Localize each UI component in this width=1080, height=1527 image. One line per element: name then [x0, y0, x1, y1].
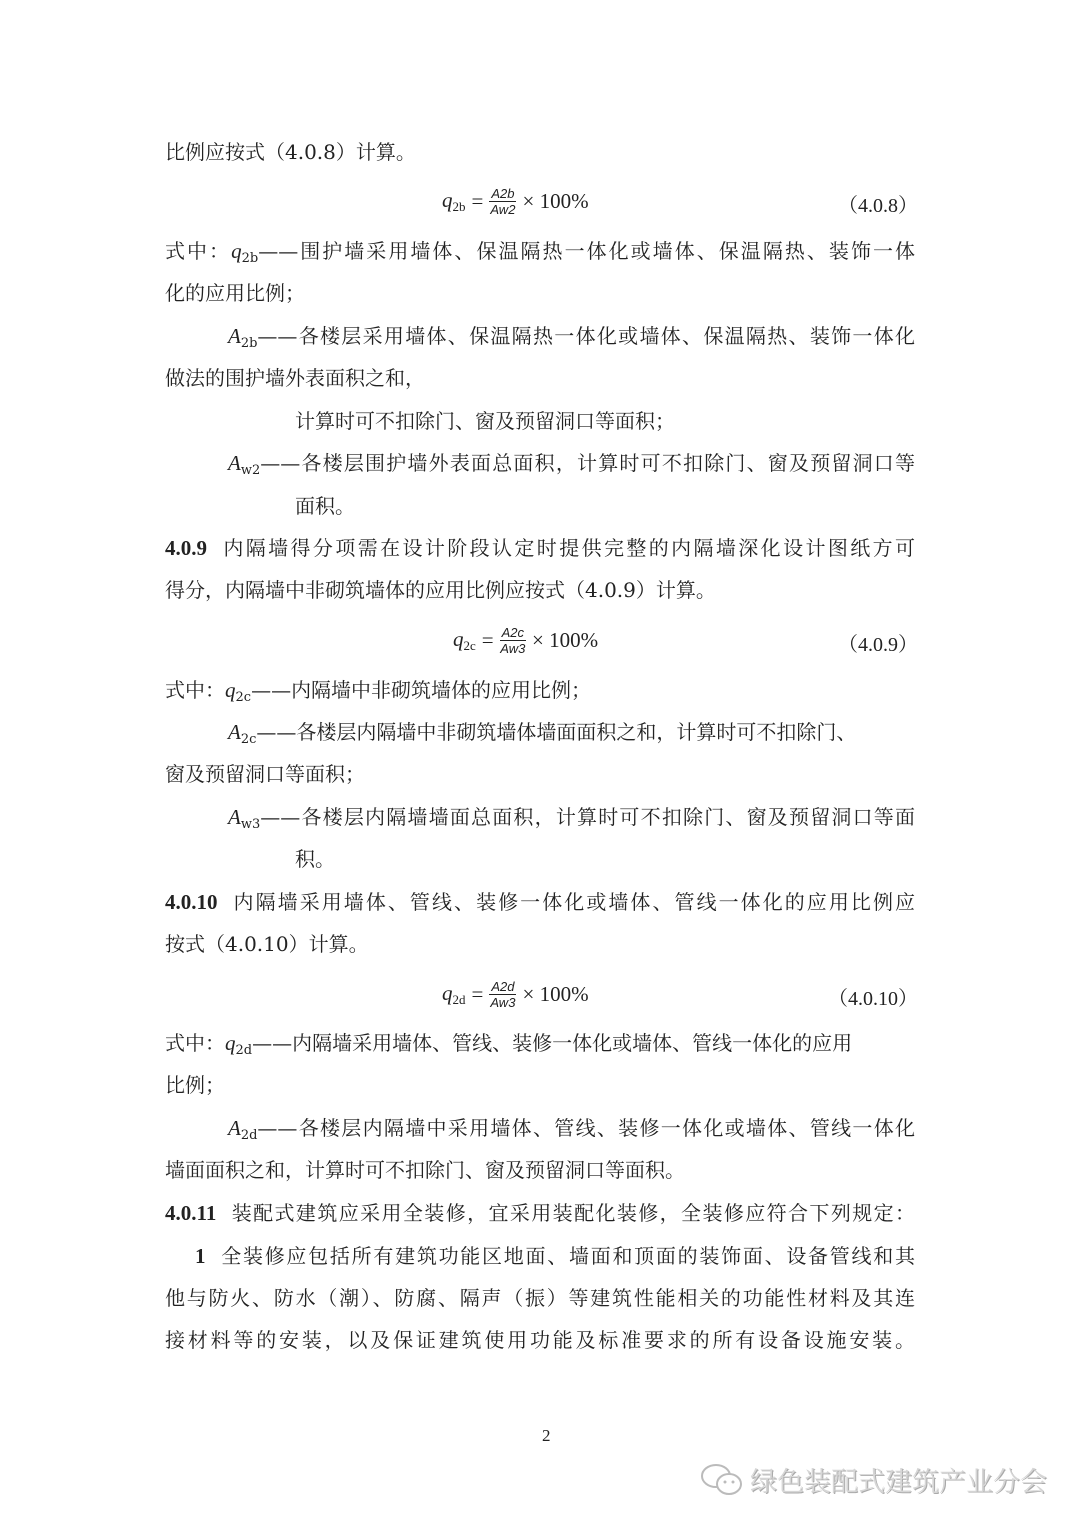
- text-line: [165, 761, 365, 787]
- numerator: A2b: [491, 186, 515, 201]
- formula-number: （4.0.10）: [828, 988, 918, 1010]
- text-line: [228, 804, 915, 838]
- text-line: [228, 719, 856, 753]
- definition-text: ——各楼层采用墙体、保温隔热一体化或墙体、保温隔热、装饰一体化: [257, 324, 915, 348]
- denominator: Aw3: [490, 995, 516, 1010]
- text-line: [165, 889, 915, 915]
- formula-symbol: q: [442, 981, 453, 1005]
- watermark-text: 绿色装配式建筑产业分会: [750, 1467, 1047, 1498]
- formula-variable: [453, 627, 476, 654]
- symbol-subscript: w3: [240, 817, 261, 832]
- symbol-subscript: 2c: [235, 690, 252, 705]
- line-text: 面积。: [295, 494, 355, 518]
- line-text: 式中：: [165, 239, 232, 263]
- definition-text: ——各楼层内隔墙中非砌筑墙体墙面面积之和，计算时可不扣除门、: [256, 720, 857, 744]
- line-text: 做法的围护墙外表面积之和，: [165, 366, 425, 390]
- text-line: [165, 1327, 915, 1353]
- page-number: 2: [542, 1426, 551, 1445]
- line-text: 接材料等的安装，以及保证建筑使用功能及标准要求的所有设备设施安装。: [165, 1328, 915, 1352]
- numerator: A2c: [501, 625, 525, 640]
- text-line: [165, 1285, 915, 1311]
- symbol-subscript: 2b: [240, 336, 258, 351]
- text-line: [295, 408, 675, 434]
- text-line: [165, 1157, 685, 1183]
- symbol-subscript: 2c: [240, 732, 257, 747]
- line-text: 他与防火、防水（潮）、防腐、隔声（振）等建筑性能相关的功能性材料及其连: [165, 1286, 915, 1310]
- times-percent: × 100%: [522, 189, 589, 213]
- formula-number: （4.0.8）: [838, 195, 918, 217]
- line-text: 全装修应包括所有建筑功能区地面、墙面和顶面的装饰面、设备管线和其: [219, 1244, 915, 1268]
- line-text: 内隔墙得分项需在设计阶段认定时提供完整的内隔墙深化设计图纸方可: [221, 536, 915, 560]
- text-line: [165, 280, 305, 306]
- line-text: 比例应按式（4.0.8）计算。: [165, 140, 416, 164]
- text-line: [228, 450, 915, 484]
- formula-subscript: 2b: [452, 199, 466, 214]
- fraction: [489, 979, 516, 1010]
- line-text: 得分，内隔墙中非砌筑墙体的应用比例应按式（4.0.9）计算。: [165, 578, 716, 602]
- fraction: [500, 625, 526, 656]
- symbol: q: [231, 239, 242, 263]
- definition-text: ——围护墙采用墙体、保温隔热一体化或墙体、保温隔热、装饰一体: [258, 239, 916, 263]
- line-text: 窗及预留洞口等面积；: [165, 762, 365, 786]
- symbol: A: [228, 324, 241, 348]
- symbol-subscript: w2: [240, 463, 261, 478]
- text-line: [165, 577, 716, 603]
- line-text: 化的应用比例；: [165, 281, 305, 305]
- formula-variable: [442, 981, 466, 1008]
- line-text: 积。: [295, 847, 335, 871]
- denominator: Aw3: [500, 641, 526, 656]
- formula: [442, 979, 589, 1010]
- equals-sign: =: [471, 189, 484, 213]
- formula: [453, 625, 598, 656]
- line-text: 计算时可不扣除门、窗及预留洞口等面积；: [295, 409, 675, 433]
- clause-number: 4.0.10: [165, 890, 218, 914]
- definition-text: ——各楼层内隔墙墙面总面积，计算时可不扣除门、窗及预留洞口等面: [260, 805, 915, 829]
- text-line: [165, 677, 591, 711]
- definition-text: ——各楼层内隔墙中采用墙体、管线、装修一体化或墙体、管线一体化: [257, 1116, 915, 1140]
- symbol: A: [228, 451, 241, 475]
- formula-symbol: q: [453, 627, 464, 651]
- text-line: [165, 1030, 852, 1064]
- symbol-subscript: 2d: [235, 1043, 253, 1058]
- line-text: 式中：: [165, 1031, 225, 1055]
- watermark: [700, 1460, 1047, 1499]
- text-line: [228, 323, 915, 357]
- definition-text: ——各楼层围护墙外表面总面积，计算时可不扣除门、窗及预留洞口等: [260, 451, 915, 475]
- numerator: A2d: [491, 979, 515, 994]
- wechat-icon: [700, 1463, 744, 1497]
- definition-text: ——内隔墙中非砌筑墙体的应用比例；: [251, 678, 592, 702]
- text-line: [228, 1115, 915, 1149]
- text-line: [165, 1072, 225, 1098]
- equals-sign: =: [471, 982, 484, 1006]
- clause-number: 1: [195, 1244, 206, 1268]
- denominator: Aw2: [490, 202, 516, 217]
- symbol: A: [228, 805, 241, 829]
- symbol: q: [225, 1031, 236, 1055]
- line-text: 式中：: [165, 678, 225, 702]
- formula-symbol: q: [442, 188, 453, 212]
- line-text: 按式（4.0.10）计算。: [165, 932, 369, 956]
- formula-number: （4.0.9）: [838, 634, 918, 656]
- clause-number: 4.0.9: [165, 536, 207, 560]
- clause-number: 4.0.11: [165, 1201, 217, 1225]
- equals-sign: =: [481, 628, 494, 652]
- line-text: 比例；: [165, 1073, 225, 1097]
- times-percent: × 100%: [532, 628, 599, 652]
- symbol-subscript: 2d: [240, 1128, 258, 1143]
- text-line: [165, 535, 915, 561]
- line-text: 墙面面积之和，计算时可不扣除门、窗及预留洞口等面积。: [165, 1158, 685, 1182]
- formula-subscript: 2d: [452, 992, 466, 1007]
- text-line: [295, 493, 355, 519]
- times-percent: × 100%: [522, 982, 589, 1006]
- formula-variable: [442, 188, 466, 215]
- formula: [442, 186, 589, 217]
- text-line: [295, 846, 335, 872]
- text-line: [165, 238, 915, 272]
- symbol: A: [228, 1116, 241, 1140]
- line-text: 装配式建筑应采用全装修，宜采用装配化装修，全装修应符合下列规定：: [230, 1201, 915, 1225]
- symbol-subscript: 2b: [241, 251, 259, 266]
- symbol: A: [228, 720, 241, 744]
- symbol: q: [225, 678, 236, 702]
- text-line: [165, 139, 416, 165]
- text-line: [195, 1243, 915, 1269]
- text-line: [165, 931, 369, 957]
- formula-subscript: 2c: [463, 638, 476, 653]
- fraction: [489, 186, 516, 217]
- definition-text: ——内隔墙采用墙体、管线、装修一体化或墙体、管线一体化的应用: [252, 1031, 853, 1055]
- text-line: [165, 1200, 915, 1226]
- line-text: 内隔墙采用墙体、管线、装修一体化或墙体、管线一体化的应用比例应: [231, 890, 915, 914]
- text-line: [165, 365, 425, 391]
